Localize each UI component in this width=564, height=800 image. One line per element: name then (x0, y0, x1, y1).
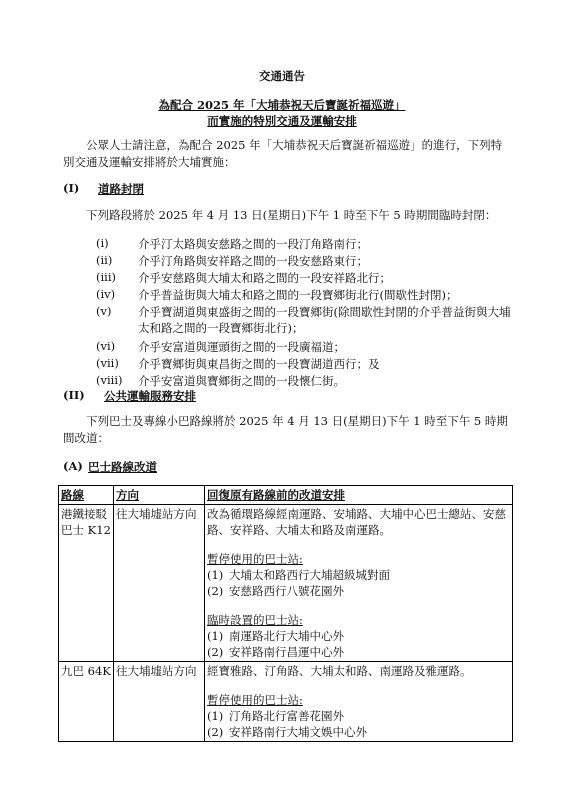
section1-number: (I) (63, 181, 80, 195)
direction-cell: 往大埔墟站方向 (114, 662, 205, 742)
list-item: (1) 汀角路北行富善花園外 (207, 709, 344, 723)
route-cell: 九巴 64K (59, 662, 114, 742)
table-row (59, 505, 513, 662)
section2-intro: 下列巴士及專線小巴路線將於 2025 年 4 月 13 日(星期日)下午 1 時至下午 5 時期間改道： (63, 414, 508, 445)
closure-item-text: 介乎汀太路與安慈路之間的一段汀角路南行； (138, 237, 368, 251)
notice-subtitle-line2: 而實施的特別交通及運輸安排 (207, 114, 357, 128)
closure-item-text: 介乎汀角路與安祥路之間的一段安慈路東行； (138, 254, 368, 268)
list-item: (2) 安慈路西行八號花園外 (207, 584, 344, 598)
section1-intro: 下列路段將於 2025 年 4 月 13 日(星期日)下午 1 時至下午 5 時期間臨時封閉： (86, 208, 497, 222)
subsection-a-label: (A) (63, 459, 83, 473)
suspended-stops-label: 暫停使用的巴士站: (207, 693, 303, 707)
list-item: (2) 安祥路南行昌運中心外 (207, 645, 344, 659)
closure-item-number: (ii) (96, 253, 113, 267)
intro-paragraph: 公眾人士請注意，為配合 2025 年「大埔恭祝天后寶誕祈福巡遊」的進行，下列特別交通及運輸安排將於大埔實施： (63, 138, 503, 169)
list-item: (1) 大埔太和路西行大埔超級城對面 (207, 568, 390, 582)
section1-heading: 道路封閉 (98, 182, 144, 196)
header-direction: 方向 (114, 486, 205, 505)
notice-title: 交通通告 (259, 69, 305, 83)
table-row (59, 662, 513, 742)
suspended-stops-label: 暫停使用的巴士站: (207, 552, 303, 566)
temporary-stops-label: 臨時設置的巴士站: (207, 613, 303, 627)
closure-item-text: 介乎寶湖道與東盛街之間的一段寶鄉街(除間歇性封閉的介乎普益街與大埔太和路之間的一段寶鄉街北行)； (138, 305, 511, 335)
closure-item-number: (viii) (96, 373, 123, 387)
closure-item-number: (v) (96, 304, 112, 318)
section2-heading: 公共運輸服務安排 (104, 389, 196, 403)
table-header-row (59, 486, 513, 505)
closure-item-text: 介乎安富道與寶鄉街之間的一段懷仁街。 (138, 374, 345, 388)
closure-item-number: (vii) (96, 356, 119, 370)
diversion-text: 經寶雅路、汀角路、大埔太和路、南運路及雅運路。 (207, 664, 472, 678)
diversion-cell (205, 505, 513, 662)
route-cell (59, 505, 114, 662)
closure-item-text: 介乎安富道與運頭街之間的一段廣福道； (138, 340, 345, 354)
closure-item-number: (i) (96, 236, 109, 250)
subsection-a-heading: 巴士路線改道 (88, 460, 157, 474)
closure-item-number: (vi) (96, 339, 116, 353)
header-route: 路線 (59, 486, 114, 505)
header-diversion: 回復原有路線前的改道安排 (205, 486, 513, 505)
diversion-cell (205, 662, 513, 742)
closure-item-number: (iii) (96, 270, 117, 284)
notice-subtitle-line1: 為配合 2025 年「大埔恭祝天后寶誕祈福巡遊」 (158, 98, 406, 112)
closure-item-number: (iv) (96, 287, 116, 301)
direction-cell: 往大埔墟站方向 (114, 505, 205, 662)
closure-item-text: 介乎寶鄉街與東昌街之間的一段寶湖道西行；及 (138, 357, 380, 371)
bus-diversion-table (58, 485, 513, 742)
section2-number: (II) (63, 388, 85, 402)
diversion-text: 改為循環路線經南運路、安埔路、大埔中心巴士總站、安慈路、安祥路、大埔太和路及南運路。 (207, 507, 506, 537)
route-name: 港鐵接駁巴士 K12 (61, 507, 111, 537)
closure-item-text: 介乎普益街與大埔太和路之間的一段寶鄉街北行(間歇性封閉)； (138, 288, 458, 302)
list-item: (1) 南運路北行大埔中心外 (207, 629, 344, 643)
closure-item-text: 介乎安慈路與大埔太和路之間的一段安祥路北行； (138, 271, 391, 285)
list-item: (2) 安祥路南行大埔文娛中心外 (207, 725, 367, 739)
